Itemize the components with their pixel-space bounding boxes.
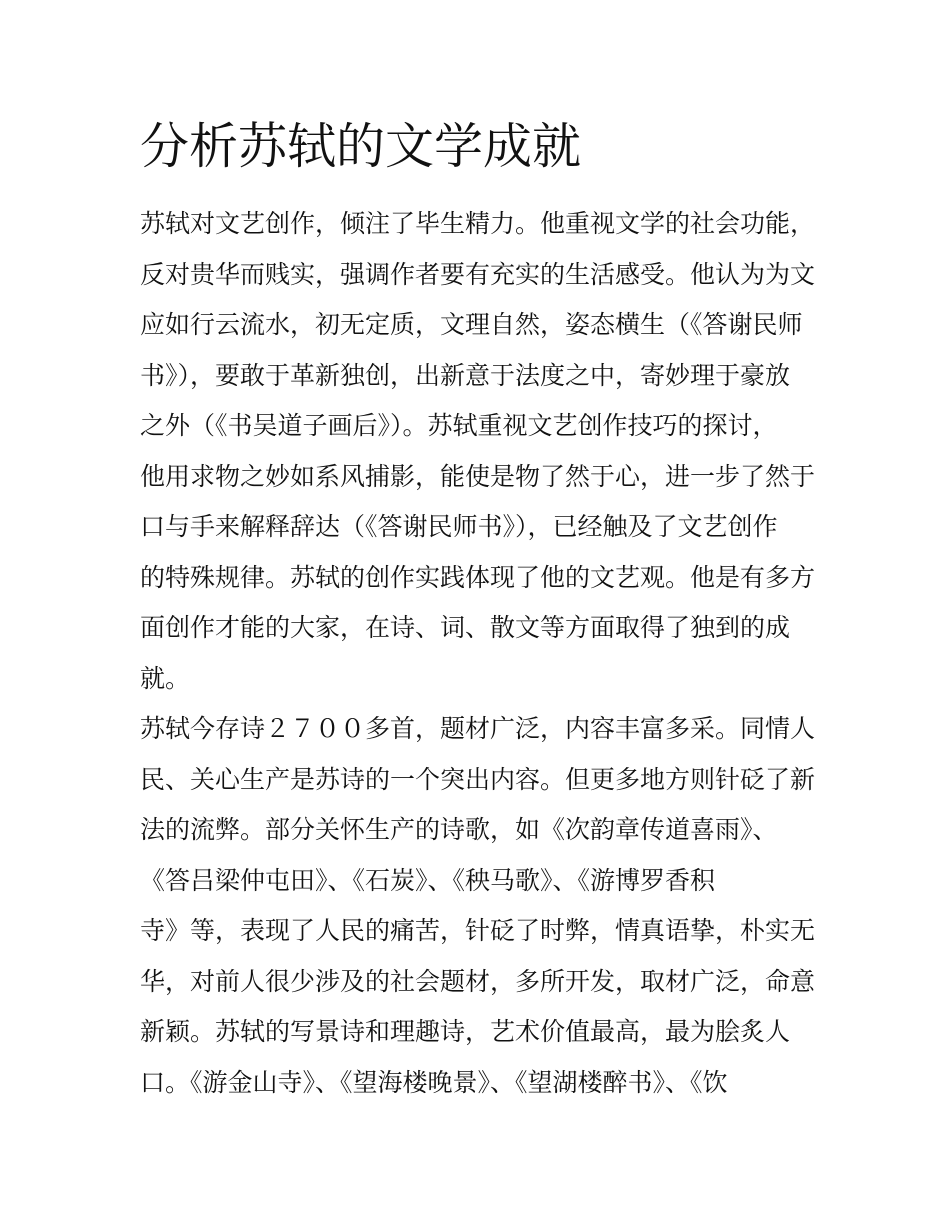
text-line: 面创作才能的大家，在诗、词、散文等方面取得了独到的成 [140, 613, 791, 642]
text-line: 苏轼今存诗２７００多首，题材广泛，内容丰富多采。同情人 [140, 714, 816, 743]
text-line: 他用求物之妙如系风捕影，能使是物了然于心，进一步了然于 [140, 461, 816, 491]
text-line: 法的流弊。部分关怀生产的诗歌，如《次韵章传道喜雨》、 [140, 815, 778, 844]
text-line: 反对贵华而贱实，强调作者要有充实的生活感受。他认为为文 [140, 259, 816, 289]
text-line: 寺》等，表现了人民的痛苦，针砭了时弊，情真语挚，朴实无 [140, 916, 816, 945]
body-text [140, 199, 820, 1108]
text-line: 《答吕梁仲屯田》、《石炭》、《秧马歌》、《游博罗香积 [140, 865, 716, 895]
text-line: 口。《游金山寺》、《望海楼晚景》、《望湖楼醉书》、《饮 [140, 1067, 728, 1097]
page-title: 分析苏轼的文学成就 [140, 118, 582, 175]
text-line: 华，对前人很少涉及的社会题材，多所开发，取材广泛，命意 [140, 966, 816, 996]
text-line: 应如行云流水，初无定质，文理自然，姿态横生（《答谢民师 [140, 310, 803, 339]
text-line: 之外（《书吴道子画后》）。苏轼重视文艺创作技巧的探讨， [140, 411, 778, 440]
text-line: 新颖。苏轼的写景诗和理趣诗，艺术价值最高，最为脍炙人 [140, 1017, 791, 1046]
text-line: 民、关心生产是苏诗的一个突出内容。但更多地方则针砭了新 [140, 764, 816, 794]
text-line: 书》），要敢于革新独创，出新意于法度之中，寄妙理于豪放 [140, 360, 791, 390]
text-line: 的特殊规律。苏轼的创作实践体现了他的文艺观。他是有多方 [140, 562, 816, 592]
text-line: 就。 [140, 663, 191, 693]
text-line: 苏轼对文艺创作，倾注了毕生精力。他重视文学的社会功能， [140, 209, 816, 238]
text-line: 口与手来解释辞达（《答谢民师书》），已经触及了文艺创作 [140, 512, 778, 541]
